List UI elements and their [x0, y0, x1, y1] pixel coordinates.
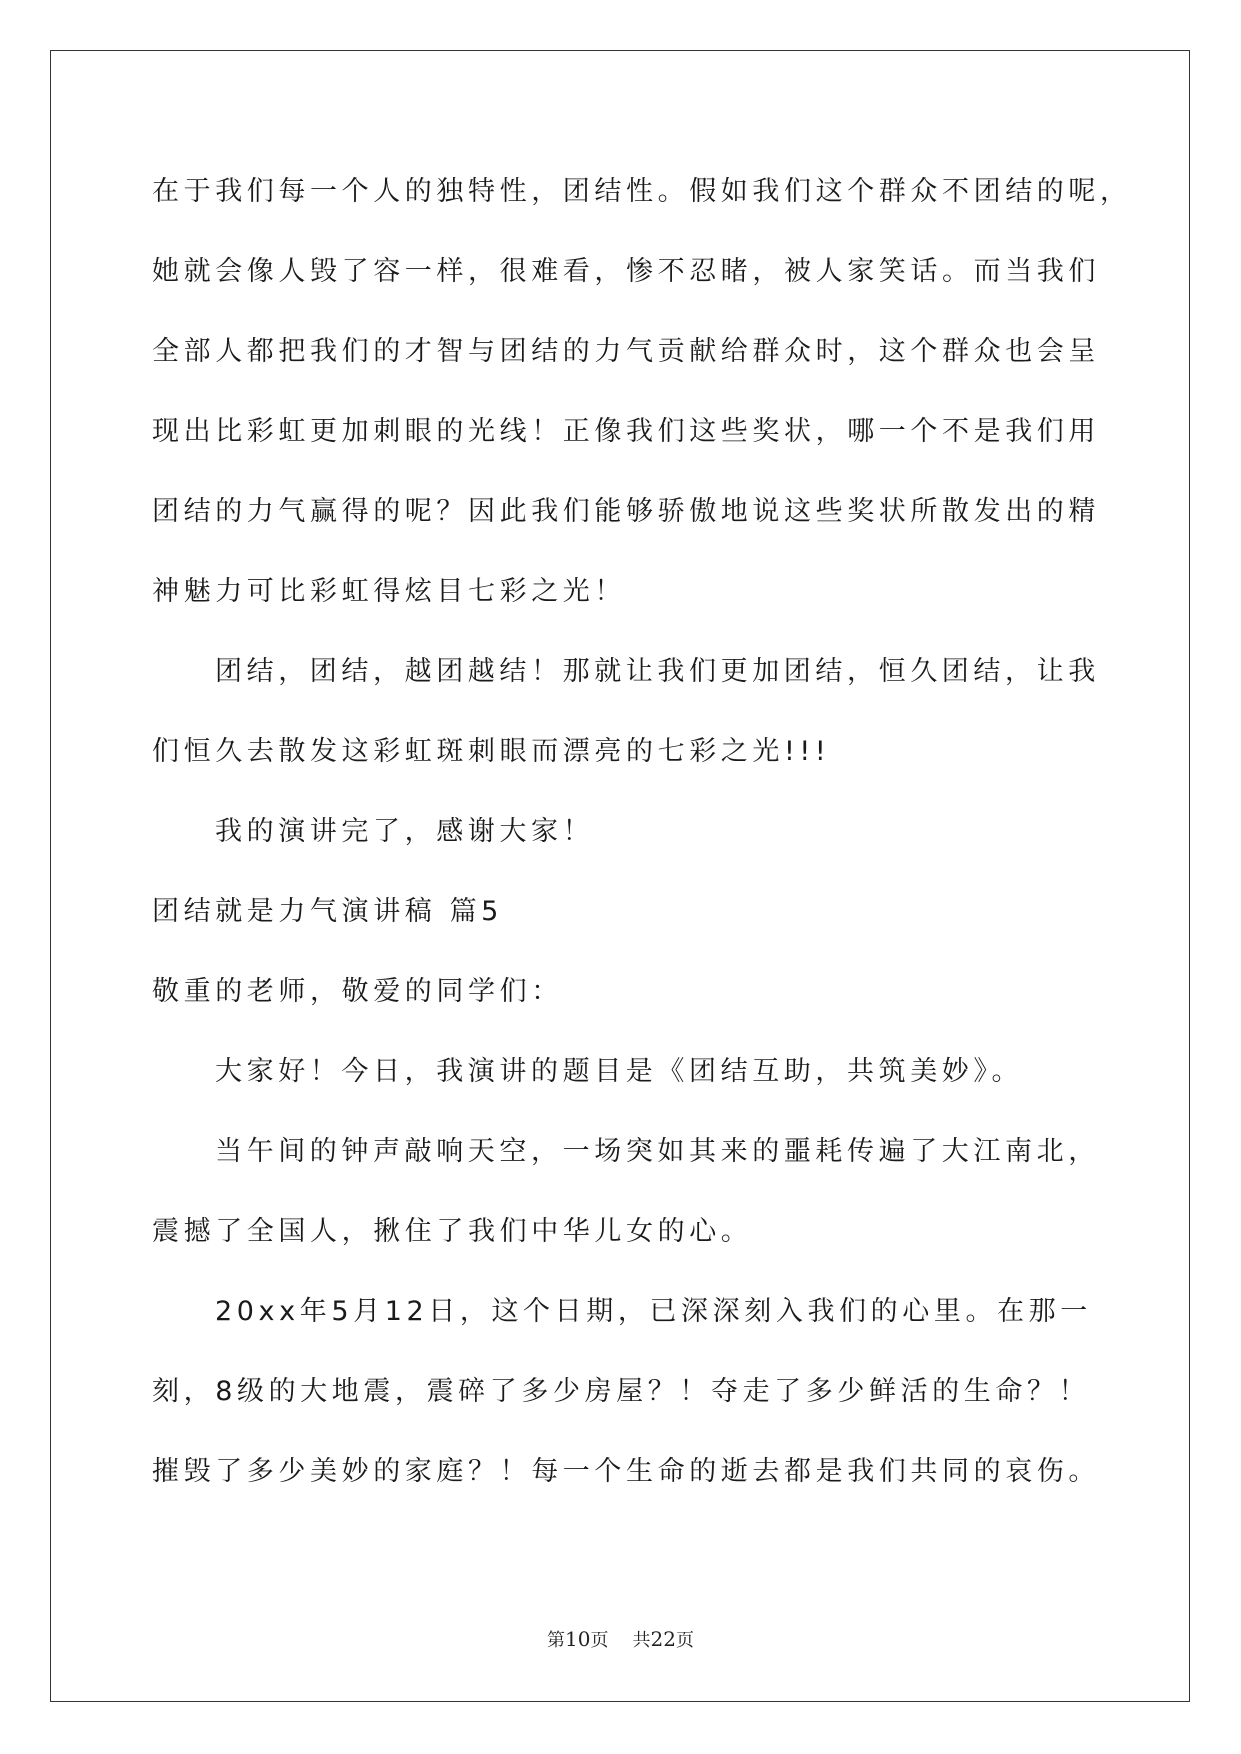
- text-line: 大家好！今日，我演讲的题目是《团结互助，共筑美妙》。: [215, 1056, 1024, 1087]
- text-line: 全部人都把我们的才智与团结的力气贡献给群众时，这个群众也会呈: [152, 336, 1100, 367]
- salutation: 敬重的老师，敬爱的同学们：: [152, 976, 563, 1007]
- text-line: 在于我们每一个人的独特性，团结性。假如我们这个群众不团结的呢，: [152, 176, 1132, 207]
- total-suffix: 页: [675, 1630, 694, 1651]
- page-footer: [0, 1626, 1241, 1652]
- text-line: 当午间的钟声敲响天空，一场突如其来的噩耗传遍了大江南北，: [215, 1136, 1100, 1167]
- text-line: 震撼了全国人，揪住了我们中华儿女的心。: [152, 1216, 753, 1247]
- text-line: 神魅力可比彩虹得炫目七彩之光！: [152, 576, 626, 607]
- text-line: 团结的力气赢得的呢？因此我们能够骄傲地说这些奖状所散发出的精: [152, 496, 1100, 527]
- page-suffix: 页: [590, 1630, 609, 1651]
- document-body: [152, 152, 1132, 1512]
- page-prefix: 第: [547, 1630, 566, 1651]
- text-line: 们恒久去散发这彩虹斑刺眼而漂亮的七彩之光!!!: [152, 736, 831, 767]
- section-heading: 团结就是力气演讲稿 篇5: [152, 896, 503, 927]
- text-line: 现出比彩虹更加刺眼的光线！正像我们这些奖状，哪一个不是我们用: [152, 416, 1100, 447]
- total-prefix: 共: [632, 1630, 651, 1651]
- text-line: 团结，团结，越团越结！那就让我们更加团结，恒久团结，让我: [215, 656, 1100, 687]
- text-line: 我的演讲完了，感谢大家！: [215, 816, 595, 847]
- text-line: 刻，8级的大地震，震碎了多少房屋？！夺走了多少鲜活的生命？！: [152, 1376, 1091, 1407]
- text-line: 摧毁了多少美妙的家庭？！每一个生命的逝去都是我们共同的哀伤。: [152, 1456, 1100, 1487]
- total-pages: 22: [650, 1627, 676, 1651]
- text-line: 20xx年5月12日，这个日期，已深深刻入我们的心里。在那一: [215, 1296, 1092, 1327]
- text-line: 她就会像人毁了容一样，很难看，惨不忍睹，被人家笑话。而当我们: [152, 256, 1100, 287]
- page-number: 10: [565, 1627, 591, 1651]
